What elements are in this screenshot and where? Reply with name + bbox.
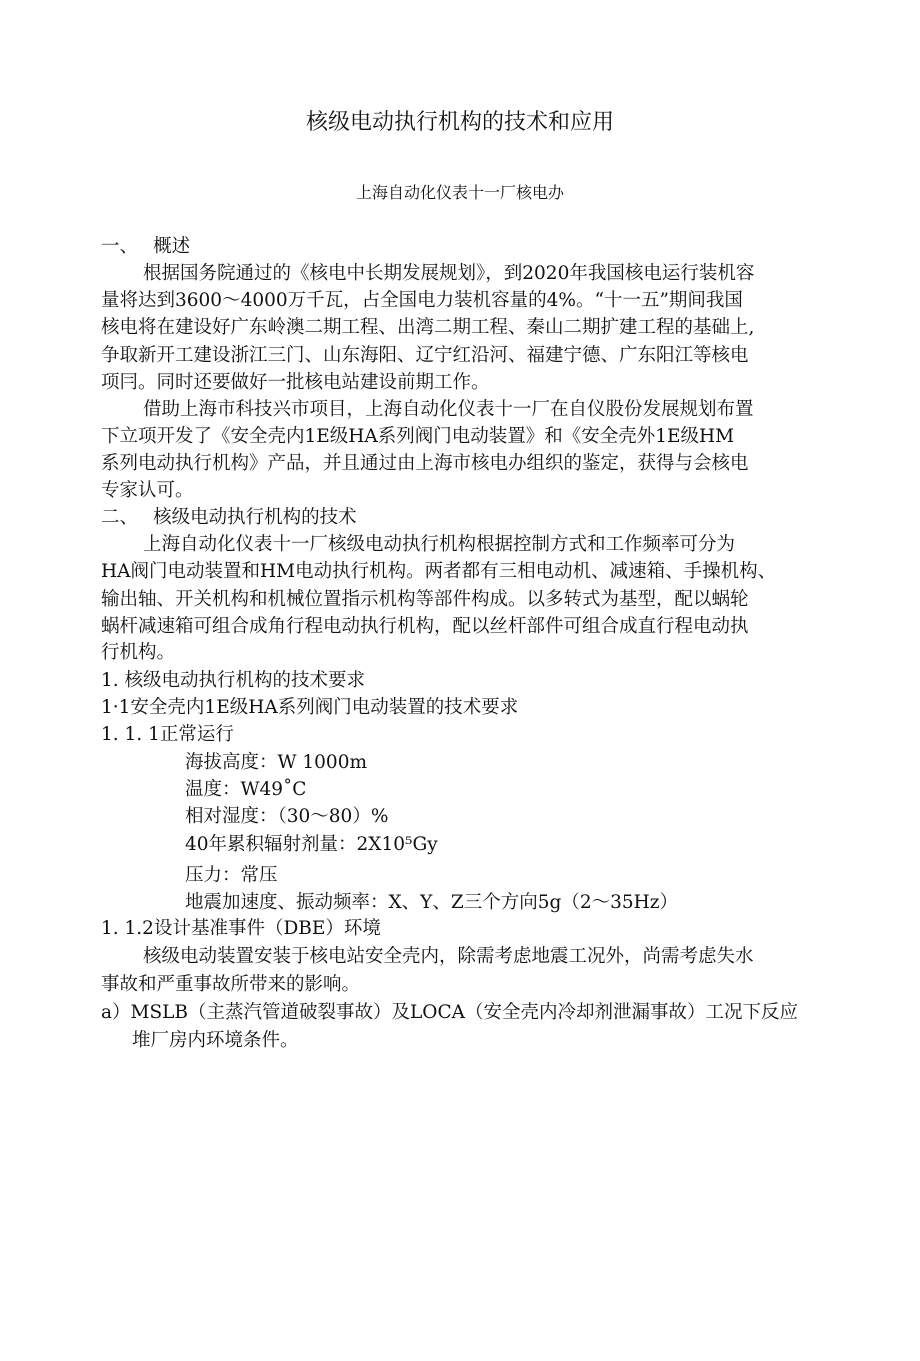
paragraph-line: 下立项开发了《安全壳内1E级HA系列阀门电动装置》和《安全壳外1E级HM [101, 426, 735, 447]
paragraph-line: 借助上海市科技兴市项目，上海自动化仪表十一厂在自仪股份发展规划布置 [143, 399, 754, 420]
document-title: 核级电动执行机构的技术和应用 [305, 110, 614, 135]
paragraph-line: 事故和严重事故所带来的影响。 [101, 974, 361, 995]
paragraph-line: 系列电动执行机构》产品，并且通过由上海市核电办组织的鉴定，获得与会核电 [101, 453, 749, 474]
paragraph-line: 根据国务院通过的《核电中长期发展规划》，到2020年我国核电运行装机容 [143, 263, 755, 284]
paragraph-line: 专家认可。 [101, 480, 194, 501]
document-subtitle: 上海自动化仪表十一厂核电办 [355, 183, 564, 202]
paragraph-line: 争取新开工建设浙江三门、山东海阳、辽宁红沿河、福建宁德、广东阳江等核电 [101, 345, 749, 366]
paragraph-line: HA阀门电动装置和HM电动执行机构。两者都有三相电动机、减速箱、手操机构、 [101, 561, 777, 582]
paragraph-line: 量将达到3600～4000万千瓦，占全国电力装机容量的4%。“十一五”期间我国 [101, 290, 743, 311]
paragraph-line: 核级电动装置安装于核电站安全壳内，除需考虑地震工况外，尚需考虑失水 [143, 946, 754, 967]
spec-item: 地震加速度、振动频率：X、Y、Z三个方向5g（2～35Hz） [185, 892, 679, 913]
spec-item: 相对湿度：（30～80）% [185, 806, 389, 827]
paragraph-line: 行机构。 [101, 642, 176, 663]
subsection-heading: 1. 核级电动执行机构的技术要求 [101, 670, 366, 691]
subsection-heading: 1. 1. 1正常运行 [101, 724, 234, 745]
subsection-heading: 1. 1.2设计基准事件（DBE）环境 [101, 918, 381, 939]
list-item: a）MSLB（主蒸汽管道破裂事故）及LOCA（安全壳内冷却剂泄漏事故）工况下反应 [101, 1002, 798, 1023]
paragraph-line: 核电将在建设好广东岭澳二期工程、出湾二期工程、秦山二期扩建工程的基础上, [101, 317, 755, 338]
spec-item: 40年累积辐射剂量：2X10⁵Gy [185, 834, 438, 855]
spec-item: 海拔高度：W 1000m [185, 752, 368, 773]
paragraph-line: 项冃。同时还要做好一批核电站建设前期工作。 [101, 372, 490, 393]
spec-item: 压力：常压 [185, 865, 278, 886]
paragraph-line: 输出轴、开关机构和机械位置指示机构等部件构成。以多转式为基型，配以蜗轮 [101, 589, 749, 610]
paragraph-line: 蜗杆减速箱可组合成角行程电动执行机构，配以丝杆部件可组合成直行程电动执 [101, 616, 749, 637]
section-heading: 一、 概述 [101, 236, 191, 257]
list-item-continuation: 堆厂房内环境条件。 [132, 1030, 299, 1051]
paragraph-line: 上海自动化仪表十一厂核级电动执行机构根据控制方式和工作频率可分为 [143, 534, 736, 555]
section-heading: 二、 核级电动执行机构的技术 [101, 507, 357, 528]
subsection-heading: 1·1安全壳内1E级HA系列阀门电动装置的技术要求 [101, 697, 519, 718]
spec-item: 温度：W49˚C [185, 779, 307, 800]
